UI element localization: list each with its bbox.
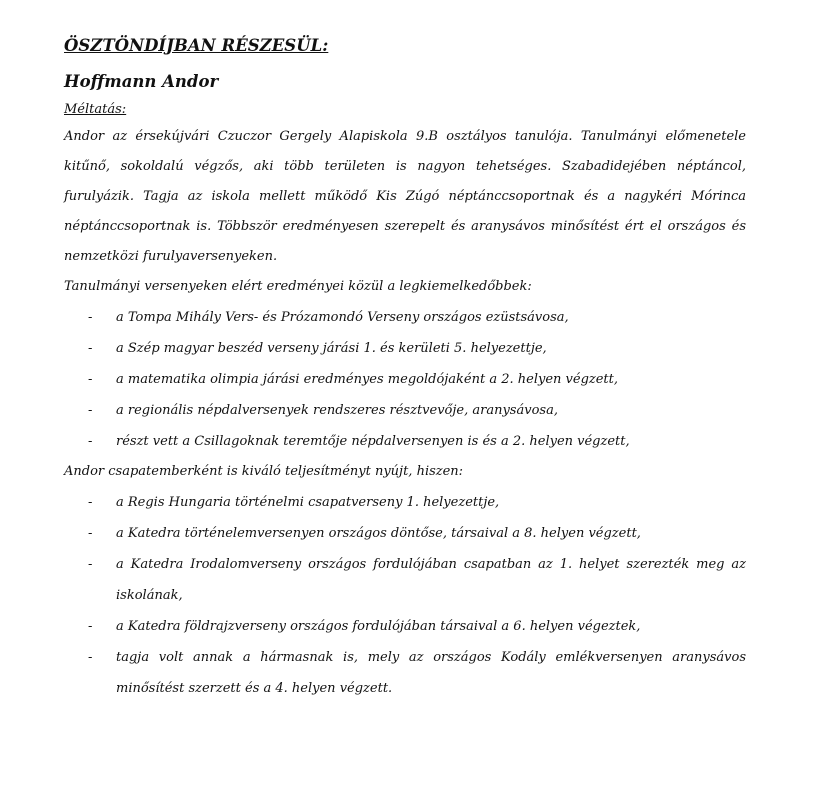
- dash-bullet: -: [88, 650, 93, 665]
- dash-bullet: -: [88, 403, 93, 418]
- list-item: [64, 333, 746, 364]
- dash-bullet: -: [88, 526, 93, 541]
- dash-bullet: -: [88, 434, 93, 449]
- list-item: [64, 395, 746, 426]
- list-item-text: a Tompa Mihály Vers- és Prózamondó Verseny országos ezüstsávosa,: [116, 310, 569, 325]
- list-item-text: a Katedra történelemversenyen országos döntőse, társaival a 8. helyen végzett,: [116, 526, 641, 541]
- list-item-text: a regionális népdalversenyek rendszeres résztvevője, aranysávosa,: [116, 403, 558, 418]
- intro-paragraph: Andor az érsekújvári Czuczor Gergely Alapiskola 9.B osztályos tanulója. Tanulmányi előmenetele kitűnő, sokoldalú végzős, aki több területen is nagyon tehetséges. Szabadidejében néptáncol, furulyázik. Tagja az iskola mellett működő Kis Zúgó néptánccsoportnak és a nagykéri Mórinca néptánccsoportnak is. Többször eredményesen szerepelt és aranysávos minősítést ért el országos és nemzetközi furulyaversenyeken.: [64, 129, 746, 264]
- list-item: [64, 642, 746, 704]
- list-item-text: a Szép magyar beszéd verseny járási 1. és kerületi 5. helyezettje,: [116, 341, 547, 356]
- laudation-label: Méltatás:: [64, 102, 127, 117]
- dash-bullet: -: [88, 310, 93, 325]
- section1-title: Tanulmányi versenyeken elért eredményei közül a legkiemelkedőbbek:: [64, 279, 532, 294]
- section2-list: [64, 487, 746, 704]
- section1-list: [64, 302, 746, 457]
- list-item: [64, 487, 746, 518]
- list-item: [64, 426, 746, 457]
- section2-title: Andor csapatemberként is kiváló teljesítményt nyújt, hiszen:: [64, 464, 464, 479]
- list-item-text: a Katedra Irodalomverseny országos fordulójában csapatban az 1. helyet szerezték meg az iskolának,: [116, 557, 746, 603]
- dash-bullet: -: [88, 557, 93, 572]
- list-item: [64, 364, 746, 395]
- recipient-name: Hoffmann Andor: [64, 72, 219, 91]
- list-item-text: tagja volt annak a hármasnak is, mely az országos Kodály emlékversenyen aranysávos minősítést szerzett és a 4. helyen végzett.: [116, 650, 746, 696]
- dash-bullet: -: [88, 495, 93, 510]
- list-item: [64, 611, 746, 642]
- list-item-text: a matematika olimpia járási eredményes megoldójaként a 2. helyen végzett,: [116, 372, 619, 387]
- list-item: [64, 549, 746, 611]
- list-item: [64, 302, 746, 333]
- dash-bullet: -: [88, 372, 93, 387]
- list-item-text: a Regis Hungaria történelmi csapatverseny 1. helyezettje,: [116, 495, 500, 510]
- list-item: [64, 518, 746, 549]
- page-heading: ÖSZTÖNDÍJBAN RÉSZESÜL:: [64, 36, 329, 55]
- dash-bullet: -: [88, 341, 93, 356]
- list-item-text: részt vett a Csillagoknak teremtője népdalversenyen is és a 2. helyen végzett,: [116, 434, 630, 449]
- dash-bullet: -: [88, 619, 93, 634]
- list-item-text: a Katedra földrajzverseny országos fordulójában társaival a 6. helyen végeztek,: [116, 619, 641, 634]
